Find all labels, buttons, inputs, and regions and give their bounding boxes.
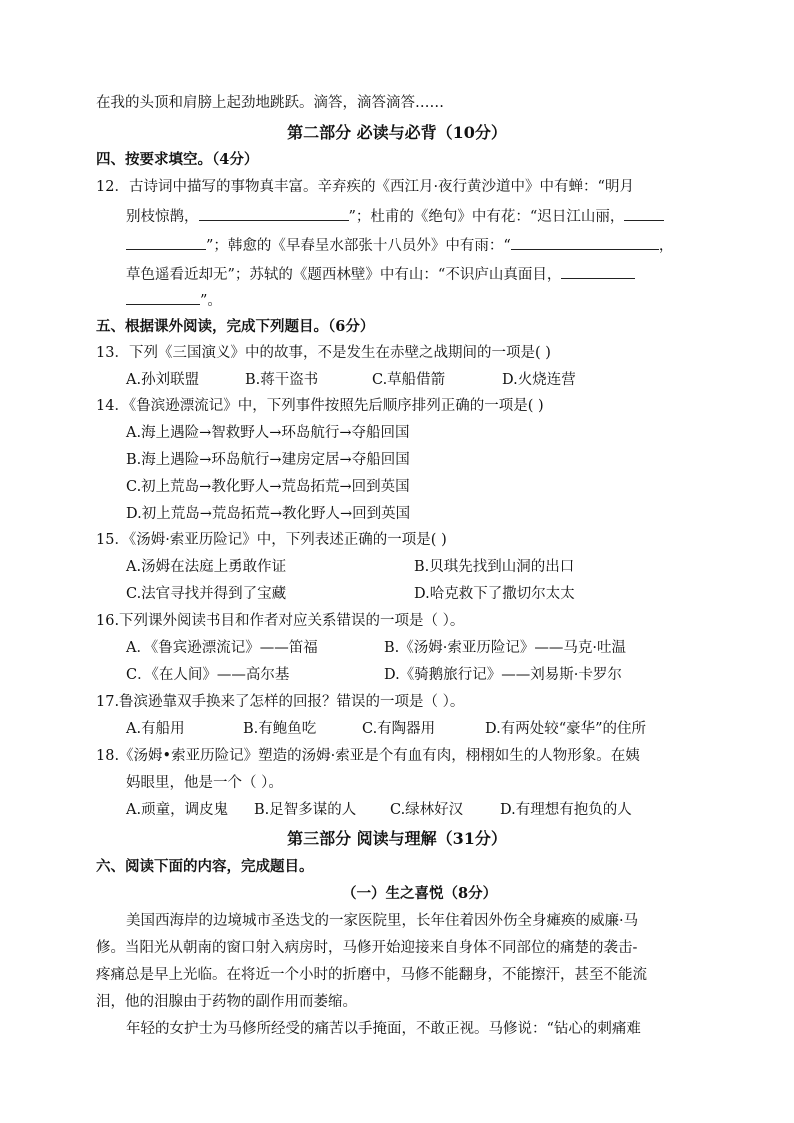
q17-option-d[interactable]: D.有两处较“豪华”的住所: [485, 721, 647, 737]
section6-title: 六、阅读下面的内容，完成题目。: [96, 858, 314, 875]
q17-option-b[interactable]: B.有鲍鱼吃: [243, 721, 317, 737]
passage-para1-line4: 泪，他的泪腺由于药物的副作用而萎缩。: [96, 994, 357, 1010]
q12-line2: [126, 206, 664, 227]
part2-title: 第二部分 必读与必背（10分）: [287, 123, 507, 142]
q13-option-c[interactable]: C.草船借箭: [372, 372, 446, 388]
q18-option-d[interactable]: D.有理想有抱负的人: [500, 802, 632, 818]
section5-title: 五、根据课外阅读，完成下列题目。（6分）: [96, 318, 375, 335]
q16-option-a[interactable]: A．《鲁宾逊漂流记》——笛福: [126, 640, 318, 656]
q12-blank-3[interactable]: [511, 235, 659, 250]
q12-text: 草色遥看近却无”；苏轼的《题西林壁》中有山：“不识庐山真面目，: [126, 267, 562, 283]
passage-para1-line2: 修。当阳光从朝南的窗口射入病房时，马修开始迎接来自身体不同部位的痛楚的袭击-: [96, 940, 638, 956]
q12-blank-4[interactable]: [561, 264, 635, 279]
q12-line3: [126, 235, 673, 256]
passage-para1-line1: 美国西海岸的边境城市圣迭戈的一家医院里，长年住着因外伤全身瘫痪的威廉·马: [126, 913, 639, 929]
passage-title: （一）生之喜悦（8分）: [342, 885, 498, 902]
q14-stem: 14．《鲁滨逊漂流记》中，下列事件按照先后顺序排列正确的一项是( ): [96, 398, 544, 414]
q12-line1: 12．古诗词中描写的事物真丰富。辛弃疾的《西江月·夜行黄沙道中》中有蝉：“明月: [96, 179, 634, 195]
q15-stem: 15．《汤姆·索亚历险记》中，下列表述正确的一项是( ): [96, 532, 447, 548]
q15-option-a[interactable]: A.汤姆在法庭上勇敢作证: [126, 559, 287, 575]
q12-text: ”。: [200, 293, 222, 309]
q17-stem: 17.鲁滨逊靠双手换来了怎样的回报？错误的一项是（ ）。: [96, 694, 465, 710]
q17-option-c[interactable]: C.有陶器用: [362, 721, 436, 737]
q18-stem-line1: 18.《汤姆•索亚历险记》塑造的汤姆·索亚是个有血有肉，栩栩如生的人物形象。在姨: [96, 748, 640, 764]
q12-text: ”；杜甫的《绝句》中有花：“迟日江山丽，: [348, 209, 625, 225]
q13-option-b[interactable]: B.蒋干盗书: [245, 372, 319, 388]
passage-para1-line3: 疼痛总是早上光临。在将近一个小时的折磨中，马修不能翻身，不能擦汗，甚至不能流: [96, 967, 647, 983]
q16-option-b[interactable]: B.《汤姆·索亚历险记》——马克·吐温: [384, 640, 626, 656]
q12-blank-1[interactable]: [199, 206, 349, 221]
q16-option-c[interactable]: C．《在人间》——高尔基: [126, 667, 290, 683]
q12-text: 别枝惊鹊，: [126, 209, 199, 225]
q12-line5: [126, 290, 222, 311]
q16-option-d[interactable]: D.《骑鹅旅行记》——刘易斯·卡罗尔: [384, 667, 622, 683]
q15-option-b[interactable]: B.贝琪先找到山洞的出口: [414, 559, 575, 575]
q13-stem: 13．下列《三国演义》中的故事，不是发生在赤壁之战期间的一项是( ): [96, 345, 551, 361]
q15-option-d[interactable]: D.哈克救下了撒切尔太太: [414, 586, 575, 602]
q18-option-c[interactable]: C.绿林好汉: [390, 802, 464, 818]
q12-line4: [126, 264, 635, 285]
q18-stem-line2: 妈眼里，他是一个（ ）。: [126, 775, 283, 791]
q16-stem: 16.下列课外阅读书目和作者对应关系错误的一项是（ ）。: [96, 613, 465, 629]
q18-option-a[interactable]: A.顽童，调皮鬼: [126, 802, 229, 818]
q13-option-d[interactable]: D.火烧连营: [502, 372, 576, 388]
section4-title: 四、按要求填空。（4分）: [96, 151, 259, 168]
q12-blank-2[interactable]: [624, 206, 664, 221]
passage-tail-line: 在我的头顶和肩膀上起劲地跳跃。滴答，滴答滴答……: [96, 95, 444, 111]
q14-option-d[interactable]: D.初上荒岛→荒岛拓荒→教化野人→回到英国: [126, 506, 411, 522]
q12-text: ，: [658, 238, 674, 254]
q12-blank-2b[interactable]: [126, 235, 206, 250]
q14-option-b[interactable]: B.海上遇险→环岛航行→建房定居→夺船回国: [126, 452, 410, 468]
passage-para2-line1: 年轻的女护士为马修所经受的痛苦以手掩面，不敢正视。马修说：“钻心的刺痛难: [126, 1021, 641, 1037]
q18-option-b[interactable]: B.足智多谋的人: [254, 802, 357, 818]
q14-option-c[interactable]: C.初上荒岛→教化野人→荒岛拓荒→回到英国: [126, 479, 410, 495]
q17-option-a[interactable]: A.有船用: [126, 721, 185, 737]
q13-option-a[interactable]: A.孙刘联盟: [126, 372, 200, 388]
q15-option-c[interactable]: C.法官寻找并得到了宝藏: [126, 586, 287, 602]
part3-title: 第三部分 阅读与理解（31分）: [287, 829, 507, 848]
q12-blank-4b[interactable]: [126, 290, 200, 305]
q12-text: ”；韩愈的《早春呈水部张十八员外》中有雨：“: [206, 238, 511, 254]
q14-option-a[interactable]: A.海上遇险→智救野人→环岛航行→夺船回国: [126, 425, 410, 441]
